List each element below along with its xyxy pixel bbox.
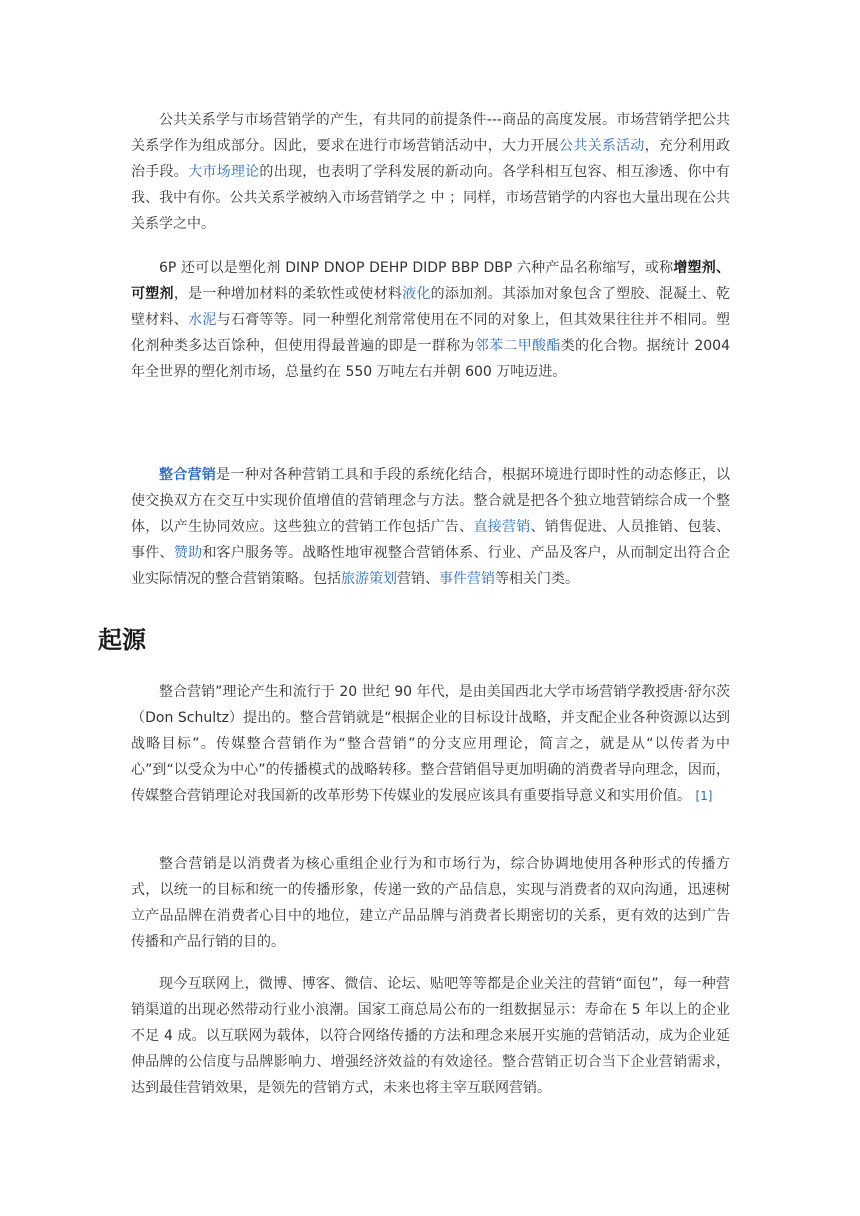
text: 与石膏等等。同一种塑化剂常常使用在不同的对象上，但其效果往往并不相同。塑化剂种类多达百馀种，但使用得最普遍的即是一群称为	[131, 312, 731, 354]
text: 和客户服务等。战略性地审视整合营销体系、行业、产品及客户，从而制定出符合企业实际情况的整合营销策略。包括	[131, 545, 731, 587]
link-public-relations-activity[interactable]: 公共关系活动	[559, 138, 645, 154]
paragraph-internet-marketing	[131, 971, 730, 1101]
text: 等相关门类。	[495, 571, 579, 587]
bold-term-plasticizer: 增塑剂、可塑剂	[131, 260, 730, 302]
text: 整合营销是以消费者为核心重组企业行为和市场行为，综合协调地使用各种形式的传播方式，以统一的目标和统一的传播形象，传递一致的产品信息，实现与消费者的双向沟通，迅速树立产品品牌在消费者心目中的地位，建立产品品牌与消费者长期密切的关系，更有效的达到广告传播和产品行销的目的。	[131, 856, 730, 950]
link-integrated-marketing[interactable]: 整合营销	[159, 467, 217, 483]
text: ，是一种增加材料的柔软性或使材料	[173, 286, 403, 302]
text: 6P 还可以是塑化剂 DINP DNOP DEHP DIDP BBP DBP 六种产品名称缩写，或称	[159, 260, 674, 276]
text: 整合营销”理论产生和流行于 20 世纪 90 年代，是由美国西北大学市场营销学教授唐·舒尔茨（Don Schultz）提出的。整合营销就是“根据企业的目标设计战略，并支配企业各种资源以达到战略目标”。传媒整合营销作为“整合营销”的分支应用理论，简言之，就是从“以传者为中心”到“以受众为中心”的传播模式的战略转移。整合营销倡导更加明确的消费者导向理念，因而，传媒整合营销理论对我国新的改革形势下传媒业的发展应该具有重要指导意义和实用价值。	[131, 684, 730, 804]
reference-link[interactable]: [1]	[695, 789, 713, 803]
text: 现今互联网上，微博、博客、微信、论坛、贴吧等等都是企业关注的营销“面包”，每一种营销渠道的出现必然带动行业小浪潮。国家工商总局公布的一组数据显示：寿命在 5 年以上的企业不足 4 成。以互联网为载体，以符合网络传播的方法和理念来展开实施的营销活动，成为企业延伸品牌的公信度与品牌影响力、增强经济效益的有效途径。整合营销正切合当下企业营销需求，达到最佳营销效果，是领先的营销方式，未来也将主宰互联网营销。	[131, 976, 730, 1096]
link-event-marketing[interactable]: 事件营销	[439, 571, 495, 587]
text: 营销、	[397, 571, 439, 587]
paragraph-consumer-core	[131, 851, 730, 955]
link-cement[interactable]: 水泥	[188, 312, 217, 328]
link-direct-marketing[interactable]: 直接营销	[473, 519, 531, 535]
link-sponsorship[interactable]: 赞助	[173, 545, 203, 561]
text: 公共关系学与市场营销学的产生，有共同的前提条件---商品的高度发展。市场营销学把公共关系学作为组成部分。因此，要求在进行市场营销活动中，大力开展	[131, 112, 730, 154]
text: 的出现，也表明了学科发展的新动向。各学科相互包容、相互渗透、你中有我、我中有你。公共关系学被纳入市场营销学之 中 ；同样，市场营销学的内容也大量出现在公共关系学之中。	[131, 164, 731, 232]
paragraph-plasticizer	[131, 255, 730, 385]
text: 类的化合物。据统计 2004 年全世界的塑化剂市场，总量约在 550 万吨左右并朝 600 万吨迈进。	[131, 338, 730, 380]
paragraph-public-relations	[131, 107, 730, 237]
text: 的添加剂。其添加对象包含了塑胶、混凝土、乾壁材料、	[131, 286, 731, 328]
text: 是一种对各种营销工具和手段的系统化结合，根据环境进行即时性的动态修正，以使交换双方在交互中实现价值增值的营销理念与方法。整合就是把各个独立地营销综合成一个整体，以产生协同效应。这些独立的营销工作包括广告、	[131, 467, 731, 535]
link-big-market-theory[interactable]: 大市场理论	[188, 164, 260, 180]
paragraph-origin-theory	[131, 679, 730, 809]
link-liquefaction[interactable]: 液化	[402, 286, 431, 302]
link-tourism-planning[interactable]: 旅游策划	[341, 571, 397, 587]
text: ，充分利用政治手段。	[131, 138, 730, 180]
link-phthalate[interactable]: 邻苯二甲酸酯	[474, 338, 561, 354]
section-heading-origin: 起源	[98, 626, 146, 654]
paragraph-integrated-marketing	[131, 462, 730, 592]
text: 、销售促进、人员推销、包装、事件、	[131, 519, 731, 561]
